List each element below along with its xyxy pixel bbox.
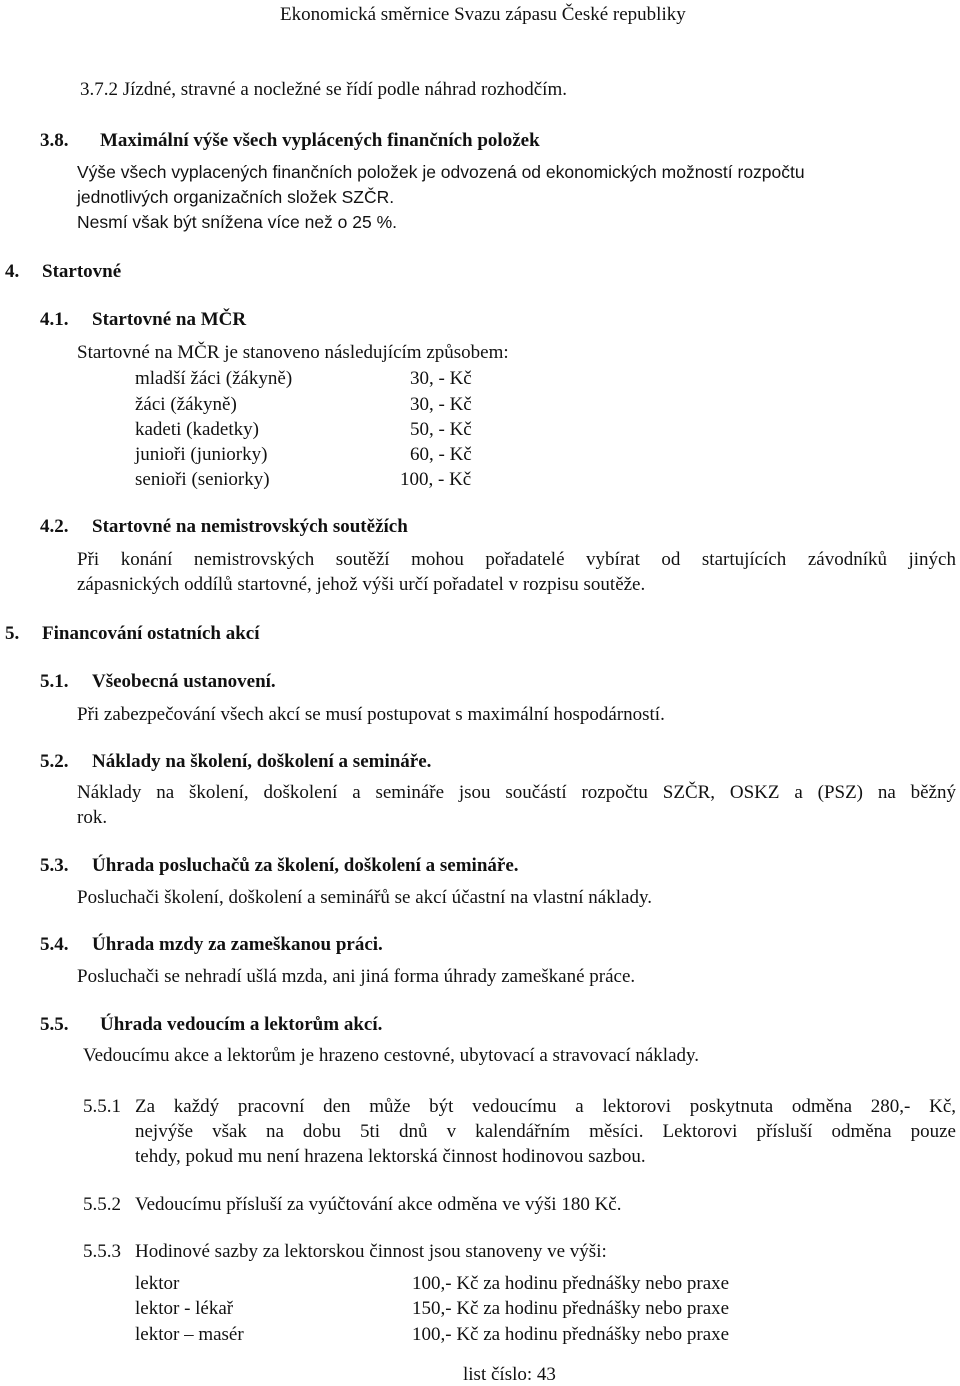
heading-title: Startovné (42, 261, 122, 282)
text-5-4: Posluchači se nehradí ušlá mzda, ani jiná forma úhrady zameškané práce. (77, 966, 636, 987)
heading-5-3 (40, 855, 519, 877)
text-4-1-intro: Startovné na MČR je stanoveno následujícím způsobem: (77, 342, 509, 363)
text-5-5: Vedoucímu akce a lektorům je hrazeno cestovné, ubytovací a stravovací náklady. (83, 1045, 700, 1066)
para-5-5-1-line3: tehdy, pokud mu není hrazena lektorská činnost hodinovou sazbou. (135, 1146, 646, 1167)
heading-title: Všeobecná ustanovení. (92, 671, 276, 692)
heading-title: Úhrada posluchačů za školení, doškolení a semináře. (92, 855, 519, 876)
heading-number: 5.5. (40, 1014, 69, 1035)
rate-role: lektor – masér (135, 1324, 244, 1345)
heading-4 (5, 261, 121, 283)
heading-number: 5.3. (40, 855, 69, 876)
fee-amount: 60, - Kč (410, 444, 472, 465)
rate-value: 100,- Kč za hodinu přednášky nebo praxe (412, 1324, 730, 1345)
para-3-7-2: 3.7.2 Jízdné, stravné a nocležné se řídí podle náhrad rozhodčím. (80, 79, 567, 100)
heading-number: 4.2. (40, 516, 69, 537)
text-3-8-line2: jednotlivých organizačních složek SZČR. (77, 187, 395, 207)
heading-4-1 (40, 309, 246, 331)
heading-number: 3.8. (40, 130, 69, 151)
heading-4-2 (40, 516, 408, 538)
rate-value: 150,- Kč za hodinu přednášky nebo praxe (412, 1298, 730, 1319)
para-5-5-1-line1: Za každý pracovní den může být vedoucímu a lektorovi poskytnuta odměna 280,- Kč, (135, 1096, 956, 1117)
heading-number: 5.2. (40, 751, 69, 772)
para-text: Vedoucímu přísluší za vyúčtování akce odměna ve výši 180 Kč. (135, 1194, 622, 1215)
text-4-2-line1: Při konání nemistrovských soutěží mohou pořadatelé vybírat od startujících závodníků jiných (77, 549, 956, 570)
heading-number: 5.4. (40, 934, 69, 955)
heading-title: Maximální výše všech vyplácených finančních položek (100, 130, 540, 151)
para-5-5-3 (83, 1241, 607, 1263)
rate-role: lektor (135, 1273, 180, 1294)
heading-title: Úhrada vedoucím a lektorům akcí. (100, 1014, 383, 1035)
fee-category: senioři (seniorky) (135, 469, 270, 490)
para-5-5-1-line2: nejvýše však na dobu 5ti dnů v kalendářním měsíci. Lektorovi přísluší odměna pouze (135, 1121, 956, 1142)
heading-title: Úhrada mzdy za zameškanou práci. (92, 934, 383, 955)
text-5-2-line1: Náklady na školení, doškolení a semináře jsou součástí rozpočtu SZČR, OSKZ a (PSZ) na běžný (77, 782, 956, 803)
heading-number: 4.1. (40, 309, 69, 330)
rate-value: 100,- Kč za hodinu přednášky nebo praxe (412, 1273, 730, 1294)
para-number: 5.5.3 (83, 1241, 121, 1262)
heading-number: 5. (5, 623, 20, 644)
heading-5 (5, 623, 259, 645)
text-5-2-line2: rok. (77, 807, 108, 828)
fee-category: mladší žáci (žákyně) (135, 368, 293, 389)
para-number: 5.5.2 (83, 1194, 121, 1215)
page-header: Ekonomická směrnice Svazu zápasu České republiky (280, 4, 686, 25)
heading-5-1 (40, 671, 276, 693)
text-3-8-line1: Výše všech vyplacených finančních položek je odvozená od ekonomických možností rozpočtu (77, 162, 805, 182)
text-3-8-line3: Nesmí však být snížena více než o 25 %. (77, 212, 398, 232)
fee-amount: 30, - Kč (410, 368, 472, 389)
para-5-5-1-number: 5.5.1 (83, 1096, 121, 1117)
fee-category: žáci (žákyně) (135, 394, 237, 415)
fee-amount: 30, - Kč (410, 394, 472, 415)
text-5-1: Při zabezpečování všech akcí se musí postupovat s maximální hospodárností. (77, 704, 665, 725)
heading-title: Náklady na školení, doškolení a semináře. (92, 751, 432, 772)
fee-amount: 50, - Kč (410, 419, 472, 440)
heading-title: Financování ostatních akcí (42, 623, 260, 644)
fee-category: kadeti (kadetky) (135, 419, 259, 440)
heading-number: 4. (5, 261, 20, 282)
heading-5-5 (40, 1014, 382, 1036)
heading-title: Startovné na MČR (92, 309, 247, 330)
para-text: Hodinové sazby za lektorskou činnost jsou stanoveny ve výši: (135, 1241, 607, 1262)
heading-5-2 (40, 751, 431, 773)
para-5-5-2 (83, 1194, 622, 1216)
fee-amount: 100, - Kč (400, 469, 472, 490)
heading-title: Startovné na nemistrovských soutěžích (92, 516, 408, 537)
heading-number: 5.1. (40, 671, 69, 692)
heading-3-8 (40, 130, 540, 152)
text-5-3: Posluchači školení, doškolení a seminářů se akcí účastní na vlastní náklady. (77, 887, 652, 908)
heading-5-4 (40, 934, 383, 956)
page-number: list číslo: 43 (463, 1364, 556, 1385)
text-4-2-line2: zápasnických oddílů startovné, jehož výši určí pořadatel v rozpisu soutěže. (77, 574, 646, 595)
rate-role: lektor - lékař (135, 1298, 234, 1319)
fee-category: junioři (juniorky) (135, 444, 268, 465)
